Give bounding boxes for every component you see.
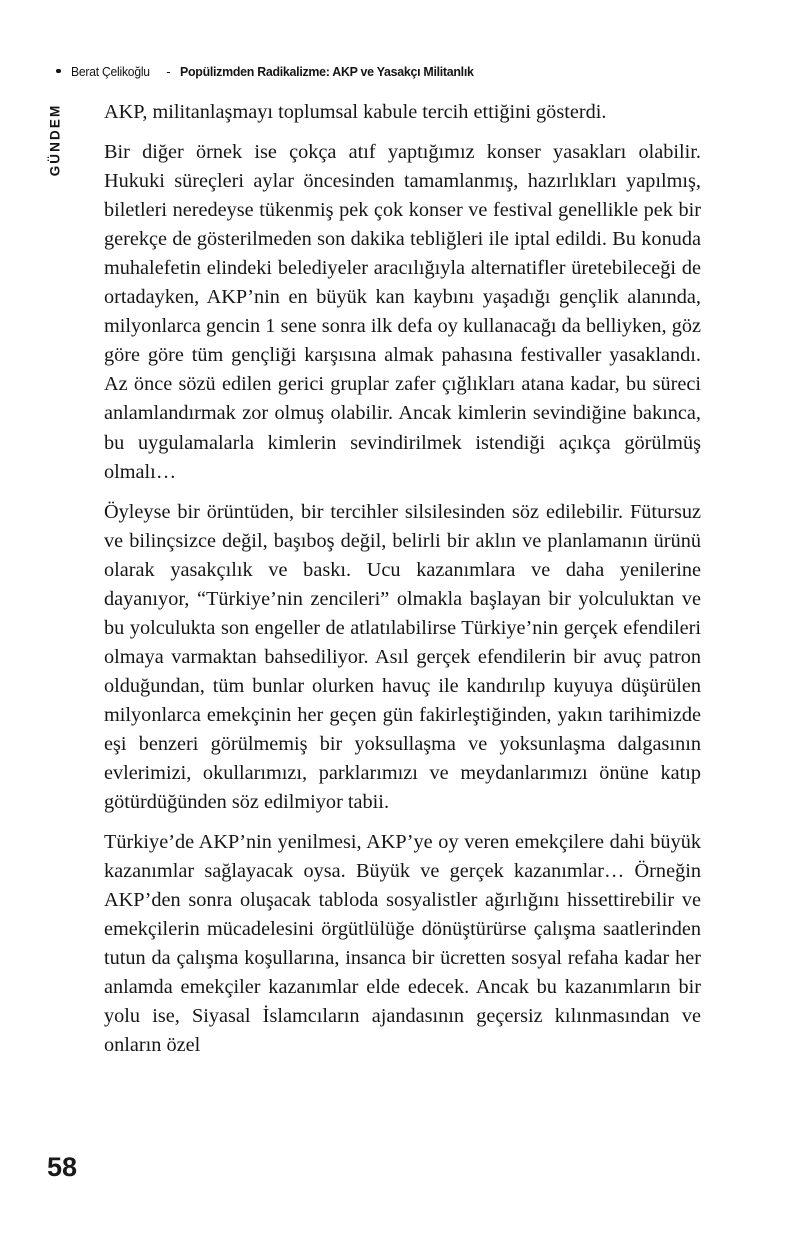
body-paragraph: AKP, militanlaşmayı toplumsal kabule tercih ettiğini gösterdi.: [104, 101, 607, 123]
running-head-separator: -: [166, 63, 171, 79]
running-head-title: Popülizmden Radikalizme: AKP ve Yasakçı Militanlık: [180, 63, 474, 79]
bullet-dot-icon: [56, 69, 61, 74]
running-head: [56, 60, 716, 82]
body-text-column: [104, 98, 701, 1061]
section-tab: [44, 92, 66, 188]
section-tab-label: GÜNDEM: [47, 103, 63, 177]
body-paragraph: Türkiye’de AKP’nin yenilmesi, AKP’ye oy veren emekçilere dahi büyük kazanımlar sağlayacak oysa. Büyük ve gerçek kazanımlar… Örneğin AKP’den sonra oluşacak tabloda sosyalistler ağırlığını hissettirebilir ve emekçilerin mücadelesini örgütlülüğe dönüştürürse çalışma saatlerinden tutun da çalışma koşullarına, insanca bir ücretten sosyal refaha kadar her anlamda emekçiler kazanımlar elde edecek. Ancak bu kazanımların bir yolu ise, Siyasal İslamcıların ajandasının geçersiz kılınmasından ve onların özel: [104, 831, 701, 1057]
page-number: 58: [47, 1152, 78, 1182]
running-head-author: Berat Çelikoğlu: [70, 63, 150, 79]
body-paragraph: Öyleyse bir örüntüden, bir tercihler silsilesinden söz edilebilir. Fütursuz ve bilinçsizce değil, başıboş değil, belirli bir aklın ve planlamanın ürünü olarak yasakçılık ve baskı. Ucu kazanımlara ve daha yenilerine dayanıyor, “Türkiye’nin zencileri” olmakla başlayan bir yolculuktan ve bu yolculukta son engeller de atlatılabilirse Türkiye’nin gerçek efendileri olmaya varmaktan bahsediliyor. Asıl gerçek efendilerin bir avuç patron olduğundan, tüm bunlar olurken havuç ile kandırılıp kuyuya düşürülen milyonlarca emekçinin her geçen gün fakirleştiğinden, yakın tarihimizde eşi benzeri görülmemiş bir yoksullaşma ve yoksunlaşma dalgasının evlerimizi, okullarımızı, parklarımızı ve meydanlarımızı önüne katıp götürdüğünden söz edilmiyor tabii.: [104, 500, 701, 814]
body-paragraph: Bir diğer örnek ise çokça atıf yaptığımız konser yasakları olabilir. Hukuki süreçleri aylar öncesinden tamamlanmış, hazırlıkları yapılmış, biletleri neredeyse tükenmiş pek çok konser ve festival genellikle pek bir gerekçe de gösterilmeden son dakika tebliğleri ile iptal edildi. Bu konuda muhalefetin elindeki belediyeler aracılığıyla alternatifler üretebileceği de ortadayken, AKP’nin en büyük kan kaybını yaşadığı gençlik alanında, milyonlarca gencin 1 sene sonra ilk defa oy kullanacağı da belliyken, göz göre göre tüm gençliği karşısına almak pahasına festivaller yasaklandı. Az önce sözü edilen gerici gruplar zafer çığlıkları atana kadar, bu süreci anlamlandırmak zor olmuş olabilir. Ancak kimlerin sevindiğine bakınca, bu uygulamalarla kimlerin sevindirilmek istendiği açıkça görülmüş olmalı…: [104, 141, 701, 483]
